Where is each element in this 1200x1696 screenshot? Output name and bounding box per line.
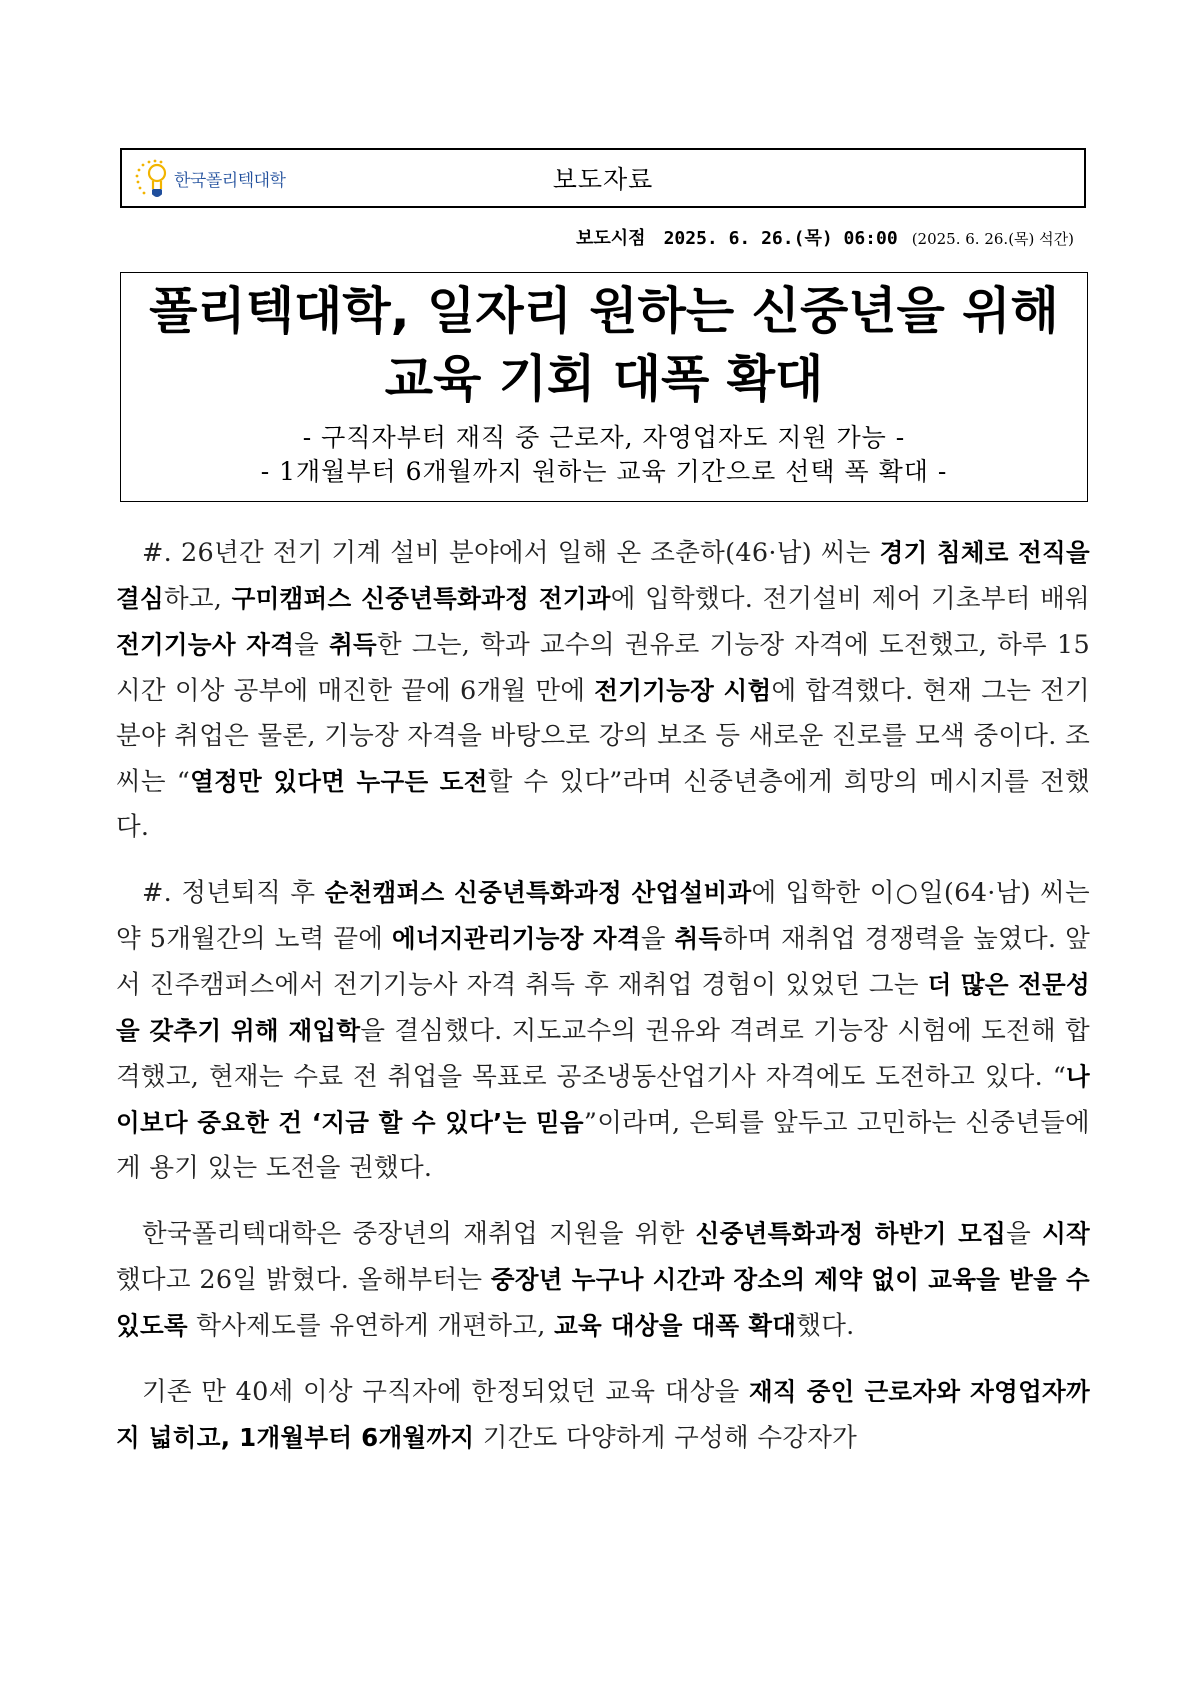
- paragraph-text: 을 결심했다. 지도교수의 권유와 격려로 기능장 시험에 도전해 합격했고, 현재는 수료 전 취업을 목표로 공조냉동산업기사 자격에도 도전하고 있다. “: [116, 1016, 1090, 1092]
- emphasis-text: 구미캠퍼스 신중년특화과정 전기과: [231, 584, 611, 613]
- paragraph-text: ”이라며, 은퇴를 앞두고 고민하는 신중년들에게 용기 있는 도전을 권했다.: [116, 1108, 1090, 1183]
- paragraph-text: 기존 만 40세 이상 구직자에 한정되었던 교육 대상을: [142, 1377, 749, 1407]
- emphasis-text: 순천캠퍼스 신중년특화과정 산업설비과: [324, 878, 752, 907]
- emphasis-text: 전기기능사 자격: [116, 630, 295, 659]
- paragraph-text: 에 입학했다. 전기설비 제어 기초부터 배워: [610, 584, 1090, 614]
- paragraph-text: #. 정년퇴직 후: [142, 878, 325, 908]
- paragraph-text: #. 26년간 전기 기계 설비 분야에서 일해 온 조춘하(46·남) 씨는: [142, 538, 880, 568]
- headline-line-2: 교육 기회 대폭 확대: [384, 350, 824, 408]
- emphasis-text: 중장년 누구나 시간과 장소의 제약 없이 교육을 받을 수 있도록: [116, 1265, 1090, 1340]
- article-paragraph: [116, 1369, 1090, 1461]
- release-datetime: 2025. 6. 26.(목) 06:00: [663, 228, 898, 249]
- headline-line-1: 폴리텍대학, 일자리 원하는 신중년을 위해: [149, 282, 1059, 340]
- paragraph-text: 한국폴리텍대학은 중장년의 재취업 지원을 위한: [142, 1219, 696, 1249]
- paragraph-text: 할 수 있다”라며 신중년층에게 희망의 메시지를 전했다.: [116, 767, 1091, 842]
- paragraph-text: 기간도 다양하게 구성해 수강자가: [474, 1423, 858, 1453]
- emphasis-text: 재직 중인 근로자와 자영업자까지 넓히고, 1개월부터 6개월까지: [116, 1377, 1090, 1452]
- emphasis-text: 시작: [1042, 1219, 1090, 1248]
- paragraph-text: 했다.: [796, 1311, 855, 1341]
- bulb-logo-icon: [132, 156, 172, 200]
- paragraph-text: 한 그는, 학과 교수의 권유로 기능장 자격에 도전했고, 하루 15시간 이상 공부에 매진한 끝에 6개월 만에: [116, 630, 1090, 706]
- emphasis-text: 신중년특화과정 하반기 모집: [695, 1219, 1007, 1248]
- paragraph-text: 을: [640, 924, 675, 954]
- paragraph-text: 에 입학한 이○일(64·남) 씨는 약 5개월간의 노력 끝에: [116, 878, 1090, 954]
- paragraph-text: 을: [1006, 1219, 1043, 1249]
- emphasis-text: 에너지관리기능장 자격: [391, 924, 641, 953]
- article-paragraph: [116, 870, 1090, 1191]
- document-type: 보도자료: [552, 165, 654, 194]
- subtitle-1: - 구직자부터 재직 중 근로자, 자영업자도 지원 가능 -: [302, 423, 906, 452]
- logo: [132, 156, 332, 200]
- release-note: (2025. 6. 26.(목) 석간): [911, 230, 1074, 248]
- paragraph-text: 을: [294, 630, 330, 660]
- paragraph-text: 하고,: [163, 584, 232, 614]
- release-label: 보도시점: [576, 228, 646, 249]
- emphasis-text: 취득: [329, 630, 377, 659]
- paragraph-text: 학사제도를 유연하게 개편하고,: [187, 1311, 555, 1341]
- paragraph-text: 하며 재취업 경쟁력을 높였다. 앞서 진주캠퍼스에서 전기기능사 자격 취득 후 재취업 경험이 있었던 그는: [116, 924, 1091, 1000]
- title-box: [120, 272, 1088, 502]
- emphasis-text: 교육 대상을 대폭 확대: [554, 1311, 797, 1340]
- emphasis-text: 더 많은 전문성을 갖추기 위해 재입학: [116, 970, 1090, 1045]
- emphasis-text: 취득: [674, 924, 723, 953]
- paragraph-text: 에 합격했다. 현재 그는 전기 분야 취업은 물론, 기능장 자격을 바탕으로 강의 보조 등 새로운 진로를 모색 중이다. 조 씨는 “: [116, 676, 1090, 797]
- release-time: [576, 224, 1074, 250]
- article-paragraph: [116, 530, 1090, 850]
- logo-text: 한국폴리텍대학: [174, 170, 286, 191]
- article-body: [116, 530, 1090, 1481]
- header-box: [120, 148, 1086, 208]
- emphasis-text: 전기기능장 시험: [594, 676, 772, 705]
- subtitle-2: - 1개월부터 6개월까지 원하는 교육 기간으로 선택 폭 확대 -: [260, 457, 948, 486]
- emphasis-text: 경기 침체로 전직을 결심: [116, 538, 1090, 613]
- article-paragraph: [116, 1211, 1090, 1349]
- emphasis-text: 열정만 있다면 누구든 도전: [190, 767, 488, 796]
- emphasis-text: 나이보다 중요한 건 ‘지금 할 수 있다’는 믿음: [116, 1062, 1090, 1137]
- paragraph-text: 했다고 26일 밝혔다. 올해부터는: [116, 1265, 491, 1295]
